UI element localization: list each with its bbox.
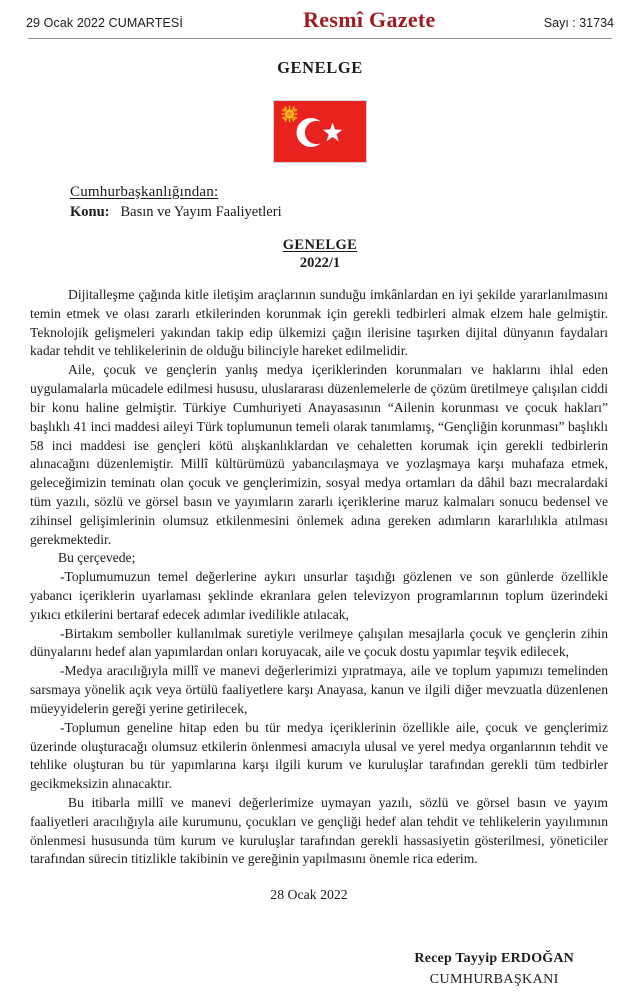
issuer-block [26,184,614,221]
subject-line [70,204,614,221]
gazette-issue-number: Sayı : 31734 [543,16,614,30]
circular-title: GENELGE [282,237,358,253]
issuer-line: Cumhurbaşkanlığından: [70,184,219,200]
signatory-role: CUMHURBAŞKANI [429,971,559,987]
signature-date: 28 Ocak 2022 [270,887,348,903]
body-list-item-1: -Toplumumuzun temel değerlerine aykırı unsurlar taşıdığı gözlenen ve son günlerde özellikle yabancı içeriklerin uyarlaması şeklinde ekranlara gelen televizyon programlarının toplum üzerindeki yıkıcı etkilerini bertaraf edecek adımlar ivedilikle atılacak, [30,569,608,622]
body-paragraph-framework-intro: Bu çerçevede; [58,550,136,566]
circular-number: 2022/1 [299,255,341,271]
signatory-name: Recep Tayyip ERDOĞAN [414,951,574,967]
masthead [26,0,614,38]
body-paragraph-2: Aile, çocuk ve gençlerin yanlış medya içeriklerinden korunmaları ve haklarını ihlal eden uygulamalarla mücadele edilmesi hususu, uluslararası düzenlemelerle de çözüm üretilmeye çalışılan ciddi bir konu haline gelmiştir. Türkiye Cumhuriyeti Anayasasının “Ailenin korunması ve çocuk hakları” başlıklı 41 inci maddesi aileyi Türk toplumunun temeli olarak tanımlamış, “Gençliğin korunması” başlıklı 58 inci maddesi ise gençleri kötü alışkanlıklardan ve cehaletten korumak için gerekli tedbirlerin alınacağını düzenlemiştir. Millî kültürümüzü yabancılaşmaya ve yozlaşmaya karşı muhafaza etmek, geleceğimizin teminatı olan çocuk ve gençlerimizin, sosyal medya ortamları da dâhil bazı mecralardaki tüm yazılı, sözlü ve görsel basın ve yayımların zararlı içeriklerine maruz kalmaları sonucu bedensel ve zihinsel gelişimlerinin olumsuz etkilenmesini önlemek adına gereken adımların kararlılıkla atılması gerekmektedir. [30,362,608,547]
body-list-item-4: -Toplumun geneline hitap eden bu tür medya içeriklerinin özellikle aile, çocuk ve gençlerimiz üzerinde oluşturacağı olumsuz etkilerin önlenmesi amacıyla ulusal ve yerel medya organlarının tehdit ve tehlike oluşturan bu tür yapımlarına karşı ilgili kurum ve kuruluşlar tarafından gerekli tüm tedbirler gecikmeksizin alınacaktır. [30,719,608,792]
gazette-title: Resmî Gazete [303,7,436,32]
circular-identifier [26,237,614,272]
body-list-item-2: -Birtakım semboller kullanılmak suretiyle verilmeye çalışılan mesajlarla çocuk ve gençlerin zihin dünyalarını hedef alan yapımlardan onları koruyacak, aile ve çocuk dostu yapımlar teşvik edilecek, [30,625,608,660]
subject-value: Basın ve Yayım Faaliyetleri [120,204,282,220]
masthead-divider [28,38,612,39]
body-list-item-3: -Medya aracılığıyla millî ve manevi değerlerimizi yıpratmaya, aile ve toplum yapımızı temelinden sarsmaya yönelik açık veya örtülü faaliyetlere karşı Anayasa, kanun ve ilgili diğer mevzuatla düzenlenen müeyyidelerin gereği yerine getirilecek, [30,663,608,716]
emblem-container [26,100,614,163]
body-paragraph-1: Dijitalleşme çağında kitle iletişim araçlarının sunduğu imkânlardan en iyi şekilde yararlanılmasını temin etmek ve olası zararlı etkilerinden korunmak için gerekli tedbirleri almak elzem hale gelmiştir. Teknolojik gelişmeleri yakından takip edip ülkemizi çağın ilerisine taşırken dijital dünyanın faydaları kadar tehdit ve tehlikelerinin de olduğu bilinciyle hareket edilmelidir. [30,287,608,359]
document-body [26,286,614,869]
document-heading: GENELGE [277,58,363,77]
subject-label: Konu: [70,204,110,220]
turkish-flag-icon [273,100,367,163]
gazette-date: 29 Ocak 2022 CUMARTESİ [26,16,183,30]
body-paragraph-closing: Bu itibarla millî ve manevi değerlerimize uymayan yazılı, sözlü ve görsel basın ve yayım faaliyetleri aracılığıyla aile kurumunu, çocukları ve gençliği hedef alan tehdit ve tehlikelerin yayılımının önlenmesi hususunda tüm kurum ve kuruluşlar tarafından gerekli hassasiyetin gösterilmesi, yöneticiler tarafından sürecin titizlikle takibinin ve gereğinin yapılmasını önemle rica ederim. [30,794,608,867]
signature-block [414,949,574,990]
